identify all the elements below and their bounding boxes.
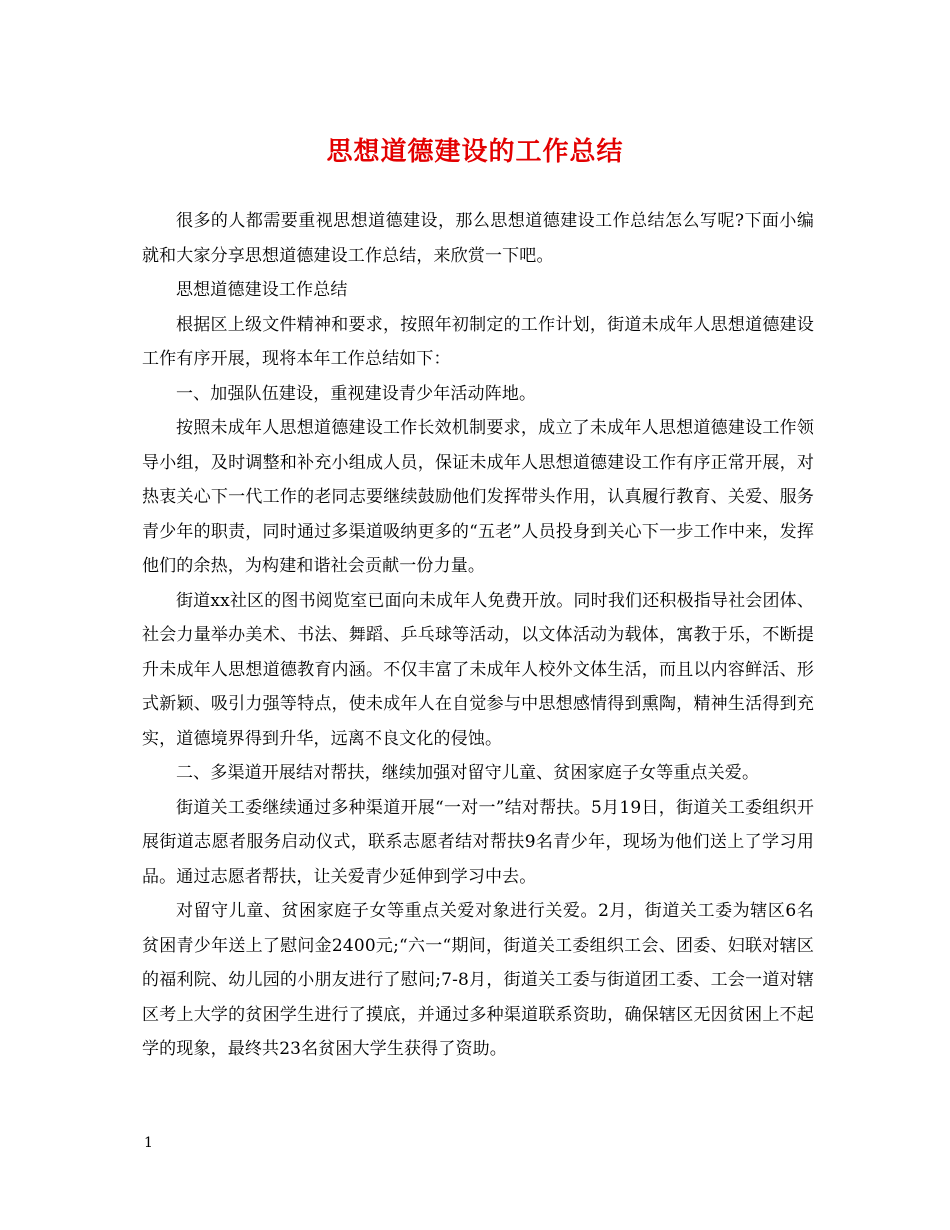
body-paragraph: 按照未成年人思想道德建设工作长效机制要求，成立了未成年人思想道德建设工作领导小组，及时调整和补充小组成人员，保证未成年人思想道德建设工作有序正常开展，对热衷关心下一代工作的老同志要继续鼓励他们发挥带头作用，认真履行教育、关爱、服务青少年的职责，同时通过多渠道吸纳更多的“五老”人员投身到关心下一步工作中来，发挥他们的余热，为构建和谐社会贡献一份力量。 bbox=[142, 418, 814, 576]
subheading-1: 一、加强队伍建设，重视建设青少年活动阵地。 bbox=[176, 383, 537, 404]
subheading-2: 二、多渠道开展结对帮扶，继续加强对留守儿童、贫困家庭子女等重点关爱。 bbox=[176, 763, 760, 783]
intro-paragraph: 很多的人都需要重视思想道德建设，那么思想道德建设工作总结怎么写呢?下面小编就和大家分享思想道德建设工作总结，来欣赏一下吧。 bbox=[142, 211, 814, 266]
page-number: 1 bbox=[144, 1135, 153, 1151]
document-body bbox=[142, 204, 814, 1067]
body-paragraph: 根据区上级文件精神和要求，按照年初制定的工作计划，街道未成年人思想道德建设工作有序开展，现将本年工作总结如下： bbox=[142, 314, 814, 369]
section-heading: 思想道德建设工作总结 bbox=[176, 280, 348, 300]
body-paragraph: 街道xx社区的图书阅览室已面向未成年人免费开放。同时我们还积极指导社会团体、社会力量举办美术、书法、舞蹈、乒乓球等活动，以文体活动为载体，寓教于乐，不断提升未成年人思想道德教育内涵。不仅丰富了未成年人校外文体生活，而且以内容鲜活、形式新颖、吸引力强等特点，使未成年人在自觉参与中思想感情得到熏陶，精神生活得到充实，道德境界得到升华，远离不良文化的侵蚀。 bbox=[142, 590, 814, 749]
body-paragraph: 对留守儿童、贫困家庭子女等重点关爱对象进行关爱。2月，街道关工委为辖区6名贫困青少年送上了慰问金2400元;“六一“期间，街道关工委组织工会、团委、妇联对辖区的福利院、幼儿园的小朋友进行了慰问;7-8月，街道关工委与街道团工委、工会一道对辖区考上大学的贫困学生进行了摸底，并通过多种渠道联系资助，确保辖区无因贫困上不起学的现象，最终共23名贫困大学生获得了资助。 bbox=[142, 901, 814, 1059]
body-paragraph: 街道关工委继续通过多种渠道开展“一对一”结对帮扶。5月19日，街道关工委组织开展街道志愿者服务启动仪式，联系志愿者结对帮扶9名青少年，现场为他们送上了学习用品。通过志愿者帮扶，让关爱青少延伸到学习中去。 bbox=[142, 797, 814, 887]
document-title: 思想道德建设的工作总结 bbox=[326, 137, 624, 167]
